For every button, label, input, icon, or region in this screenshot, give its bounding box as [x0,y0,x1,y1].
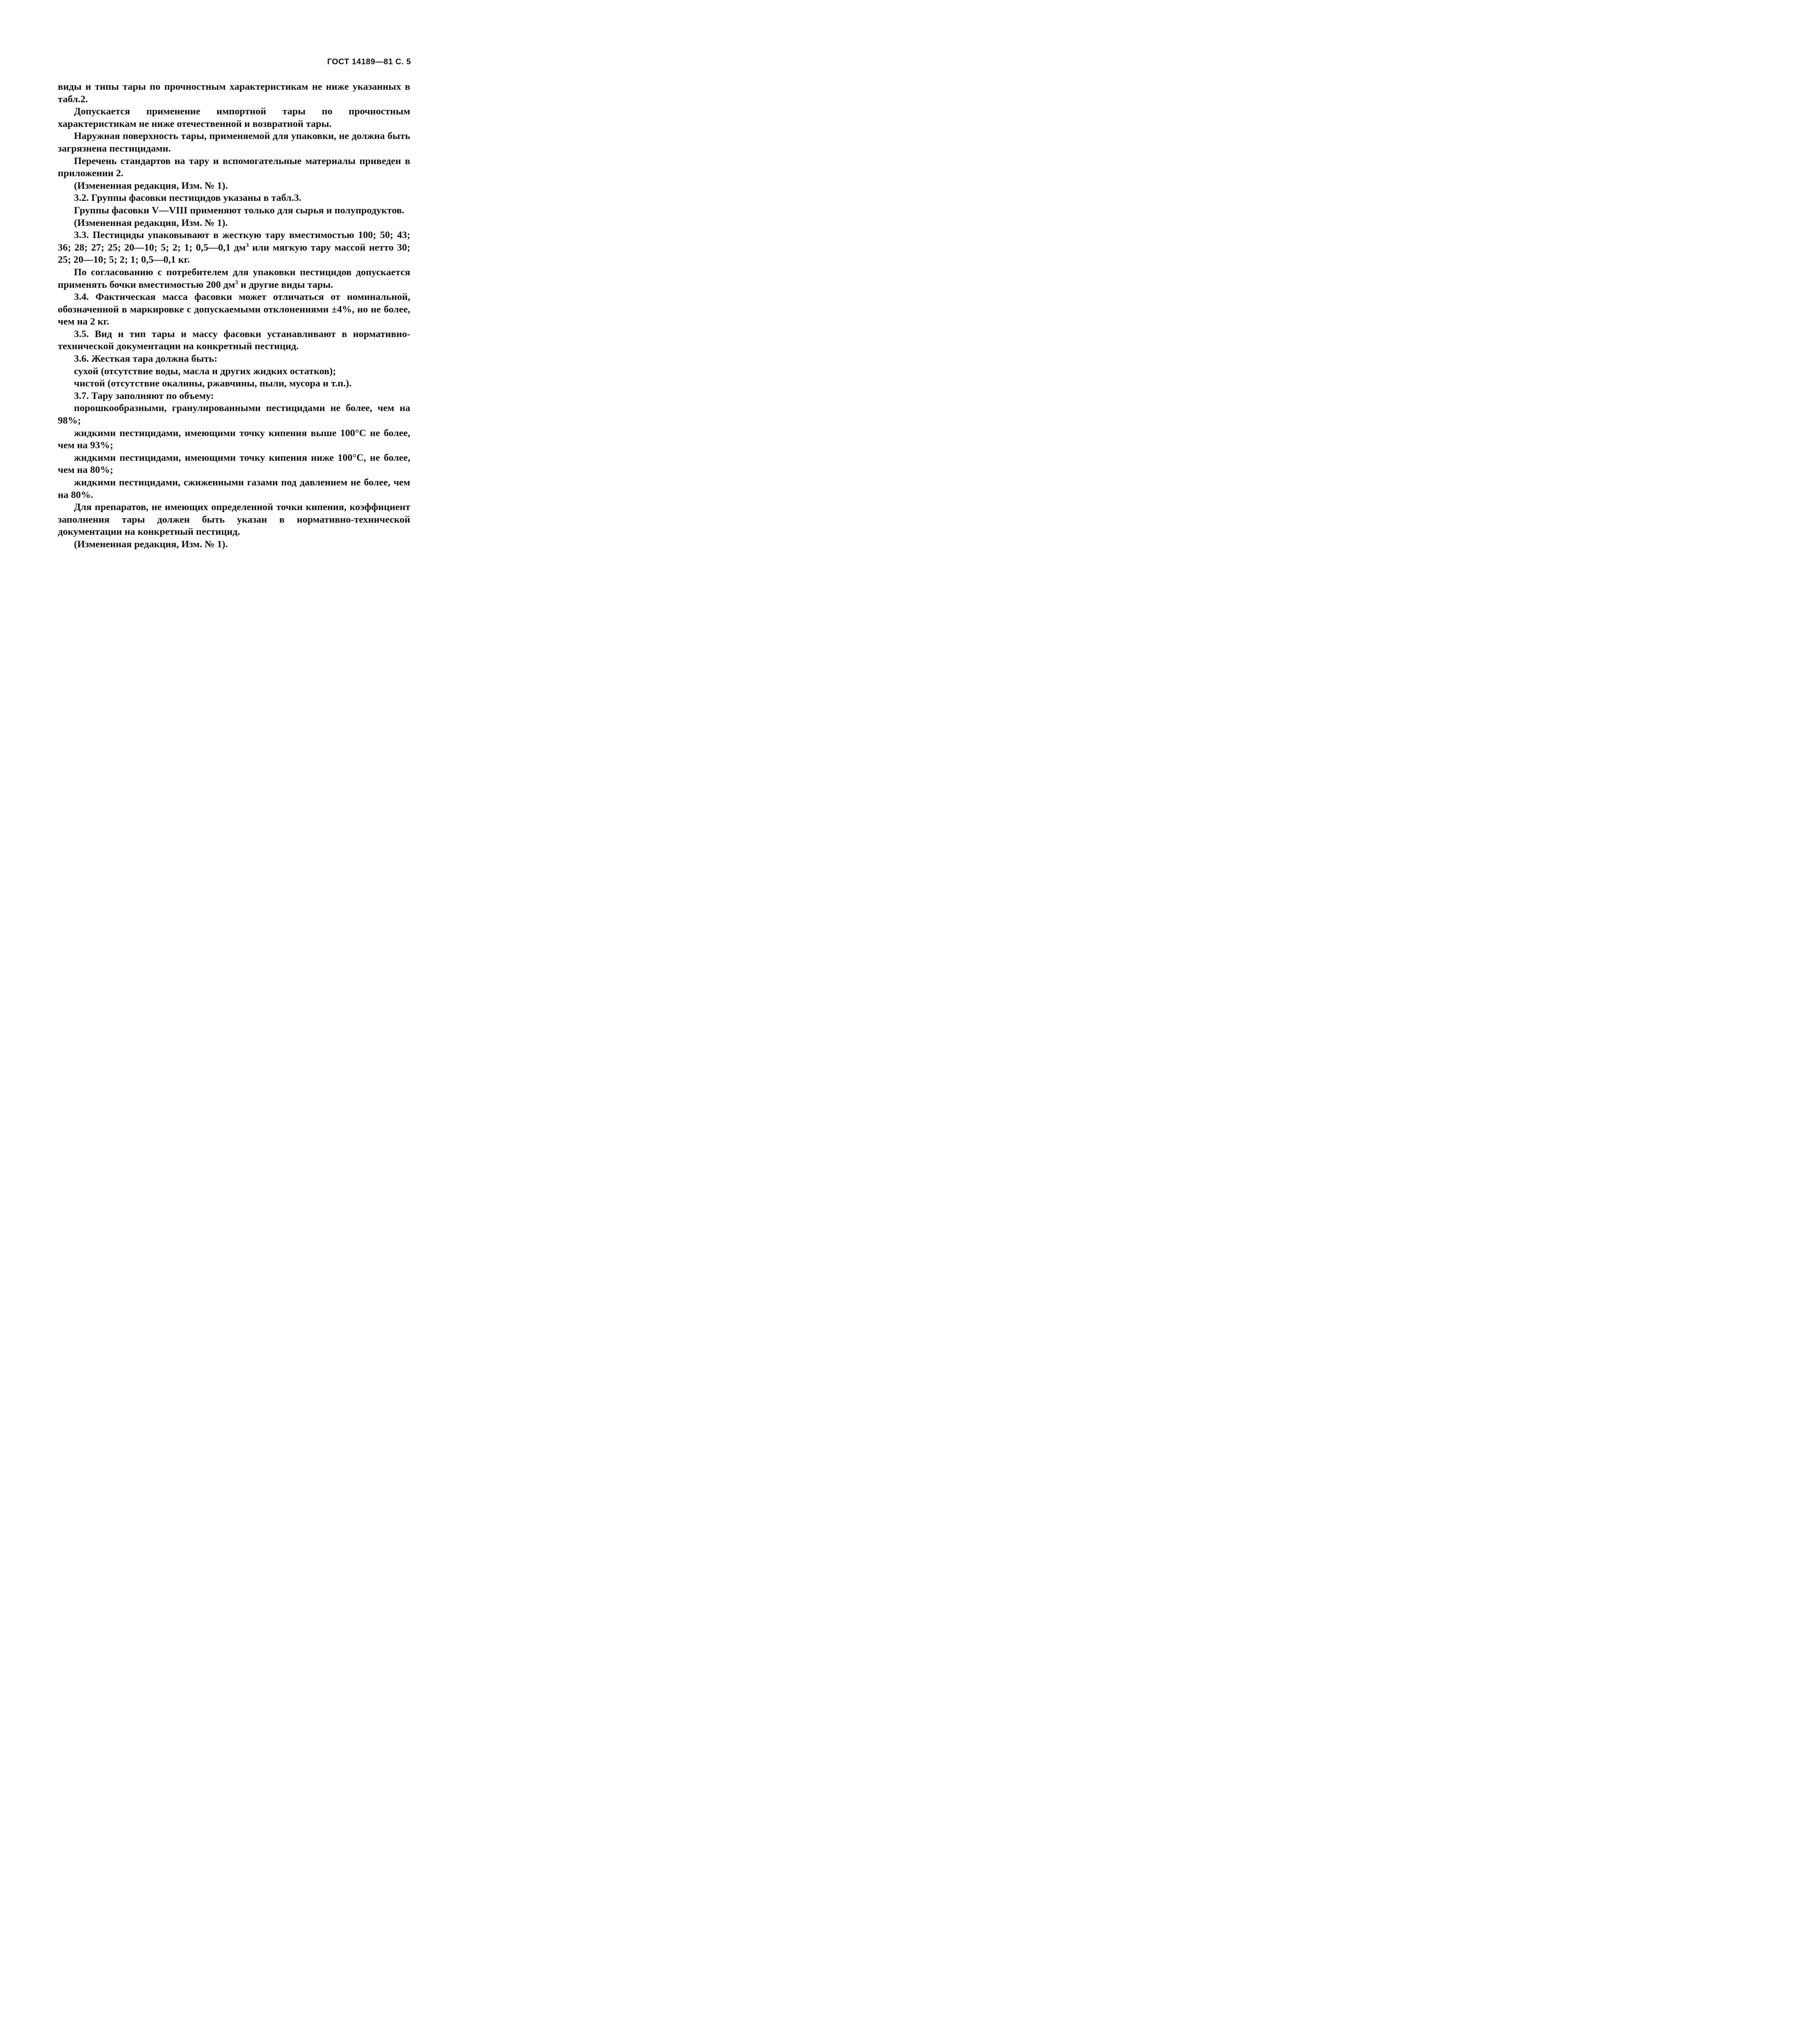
list-item-dry: сухой (отсутствие воды, масла и других жидких остатков); [74,365,336,377]
list-item-clean: чистой (отсутствие окалины, ржавчины, пыли, мусора и т.п.). [74,378,352,389]
document-page [0,0,446,630]
paragraph-barrels-text-end: и другие виды тары. [238,279,333,290]
clause-3-3-text-end: или мягкую тару массой нетто 30; 25; 20—10; 5; 2; 1; 0,5—0,1 кг. [58,242,410,266]
page-header: ГОСТ 14189—81 С. 5 [327,57,411,66]
clause-3-5: 3.5. Вид и тип тары и массу фасовки устанавливают в нормативно-технической документации на конкретный пестицид. [58,328,410,352]
amendment-note: (Измененная редакция, Изм. № 1). [74,217,228,228]
paragraph-packing-groups: Группы фасовки V—VIII применяют только для сырья и полупродуктов. [74,205,405,216]
clause-3-3-text: 3.3. Пестициды упаковывают в жесткую тару вместимостью 100; 50; 43; 36; 28; 27; 25; 20—10; 5; 2; 1; 0,5—0,1 дм [58,230,410,253]
list-item-powders: порошкообразными, гранулированными пестицидами не более, чем на 98%; [58,403,410,426]
amendment-note: (Измененная редакция, Изм. № 1). [74,538,228,550]
clause-3-4: 3.4. Фактическая масса фасовки может отличаться от номинальной, обозначенной в маркировке с допускаемыми отклонениями ±4%, но не более, чем на 2 кг. [58,291,410,327]
document-body [58,81,410,551]
superscript-3: 3 [235,279,238,286]
list-item-liquids-above-100: жидкими пестицидами, имеющими точку кипения выше 100°С не более, чем на 93%; [58,427,410,451]
paragraph-barrels-text: По согласованию с потребителем для упаковки пестицидов допускается применять бочки вместимостью 200 дм [58,266,410,290]
list-item-liquids-below-100: жидкими пестицидами, имеющими точку кипения ниже 100°С, не более, чем на 80%; [58,452,410,476]
list-item-liquefied-gases: жидкими пестицидами, сжиженными газами под давлением не более, чем на 80%. [58,477,410,500]
paragraph-container-types: виды и типы тары по прочностным характеристикам не ниже указанных в табл.2. [58,81,410,105]
amendment-note: (Измененная редакция, Изм. № 1). [74,180,228,191]
paragraph-standards-list: Перечень стандартов на тару и вспомогательные материалы приведен в приложении 2. [58,155,410,179]
paragraph-outer-surface: Наружная поверхность тары, применяемой для упаковки, не должна быть загрязнена пестицидами. [58,131,410,154]
clause-3-3 [58,229,410,266]
paragraph-barrels [58,266,410,291]
clause-3-2: 3.2. Группы фасовки пестицидов указаны в табл.3. [74,192,302,204]
paragraph-imported-containers: Допускается применение импортной тары по прочностным характеристикам не ниже отечественной и возвратной тары. [58,106,410,129]
clause-3-7: 3.7. Тару заполняют по объему: [74,390,214,401]
paragraph-fill-coefficient: Для препаратов, не имеющих определенной точки кипения, коэффициент заполнения тары должен быть указан в нормативно-технической документации на конкретный пестицид. [58,502,410,538]
superscript-3: 3 [245,242,249,249]
clause-3-6: 3.6. Жесткая тара должна быть: [74,353,217,365]
